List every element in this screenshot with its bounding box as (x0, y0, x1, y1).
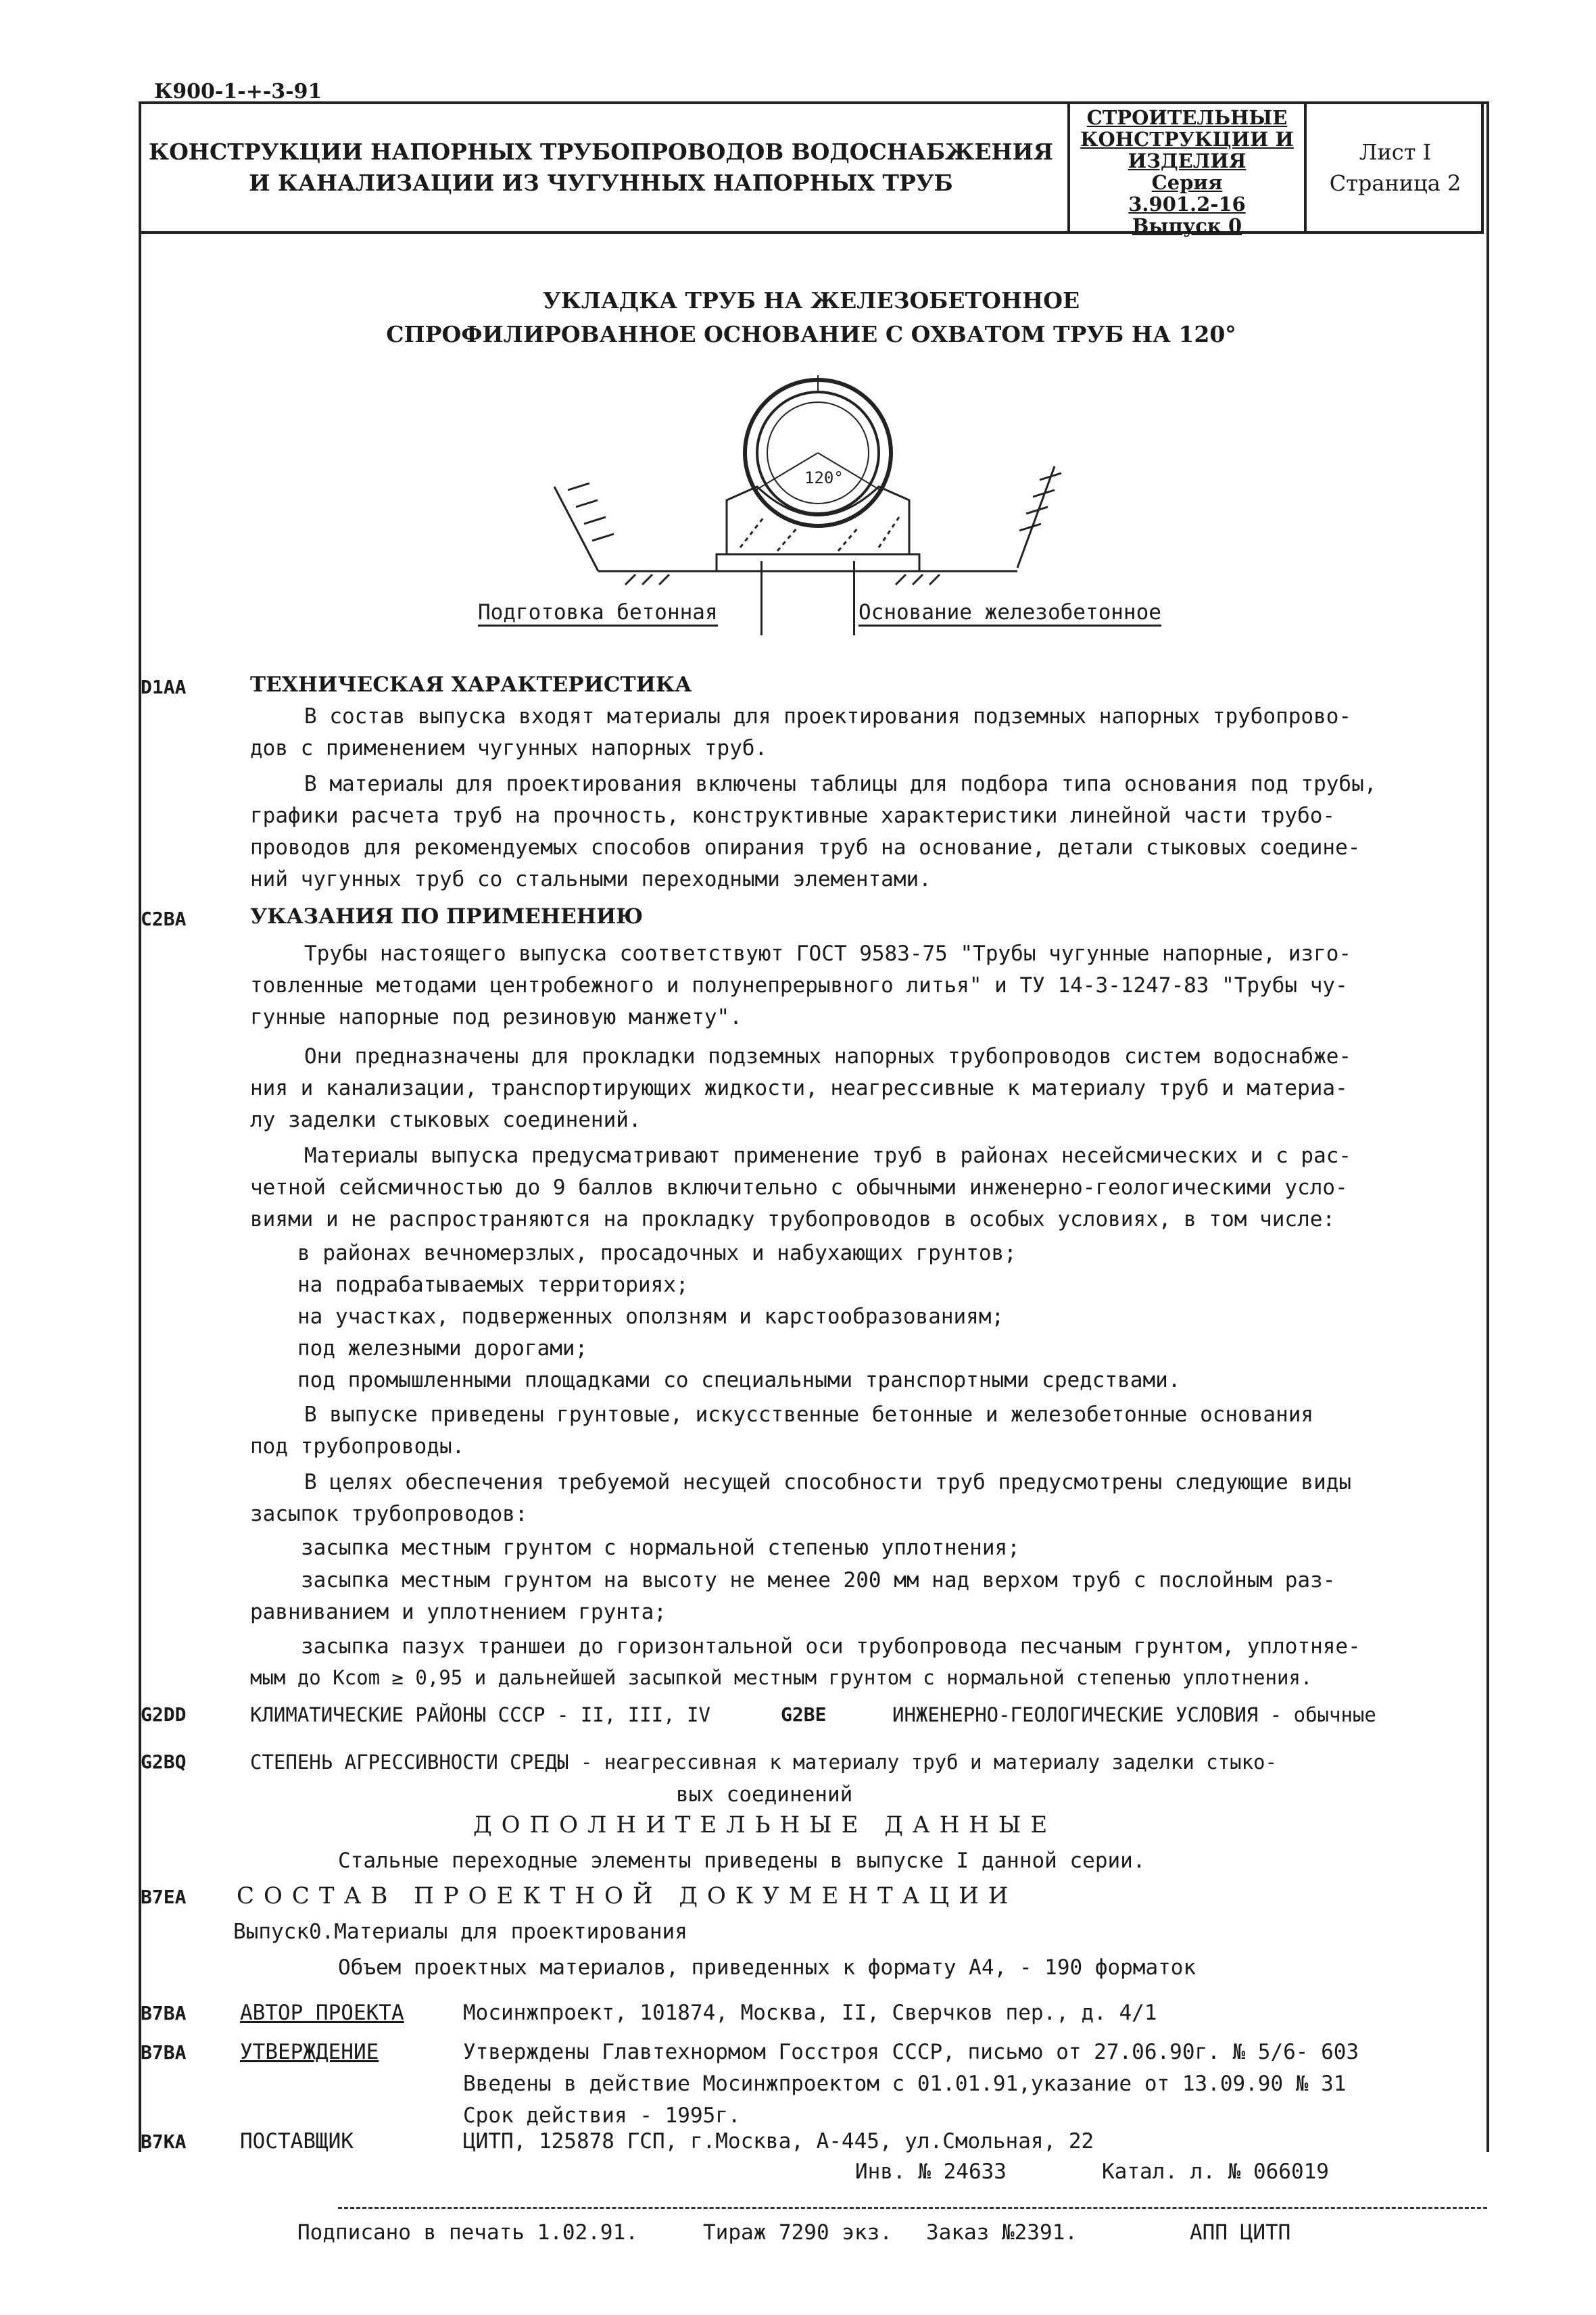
list-item: засыпка пазух траншеи до горизонтальной оси трубопровода песчаным грунтом, уплотняе- (301, 1634, 1361, 1659)
paragraph-line: ний чугунных труб со стальными переходными элементами. (250, 867, 932, 892)
heading-application: УКАЗАНИЯ ПО ПРИМЕНЕНИЮ (250, 904, 644, 929)
trench-wall-left (554, 487, 598, 571)
paragraph-line: Материалы выпуска предусматривают применение труб в районах несейсмических и с рас- (304, 1144, 1352, 1168)
print-run: Тираж 7290 экз. (703, 2220, 892, 2245)
trench-wall-right (1017, 466, 1055, 568)
concrete-preparation (717, 554, 919, 571)
paragraph-line: четной сейсмичностью до 9 баллов включительно с обычными инженерно-геологическими усло- (250, 1175, 1348, 1200)
paragraph-line: виями и не распространяются на прокладку трубопроводов в особых условиях, в том числе: (250, 1207, 1336, 1232)
paragraph-line: ния и канализации, транспортирующих жидкости, неагрессивные к материалу труб и материа- (250, 1076, 1348, 1100)
additional-data-text: Стальные переходные элементы приведены в выпуске I данной серии. (338, 1849, 1146, 1873)
list-item: мым до Kcom ≥ 0,95 и дальнейшей засыпкой местным грунтом с нормальной степенью уплотнения. (250, 1666, 1313, 1689)
signed-to-print: Подписано в печать 1.02.91. (297, 2220, 638, 2245)
catalog-number: Катал. л. № 066019 (1102, 2160, 1329, 2184)
paragraph-line: В выпуске приведены грунтовые, искусственные бетонные и железобетонные основания (304, 1403, 1314, 1427)
paragraph-line: товленные методами центробежного и полунепрерывного литья" и ТУ 14-3-1247-83 "Трубы чу- (250, 973, 1348, 998)
documentation-line: Выпуск0.Материалы для проектирования (233, 1920, 687, 1944)
approval-value: Утверждены Главтехнормом Госстроя СССР, письмо от 27.06.90г. № 5/6- 603 (463, 2040, 1359, 2064)
printing-organization: АПП ЦИТП (1190, 2220, 1291, 2245)
paragraph-line: В состав выпуска входят материалы для проектирования подземных напорных трубопрово- (304, 704, 1352, 729)
author-value: Мосинжпроект, 101874, Москва, II, Сверчков пер., д. 4/1 (463, 2001, 1157, 2025)
reinforced-base (727, 487, 909, 554)
list-item: засыпка местным грунтом на высоту не менее 200 мм над верхом труб с послойным раз- (301, 1568, 1336, 1592)
sheet-block: Лист I Страница 2 (1329, 139, 1461, 196)
angle-label: 120° (804, 468, 844, 487)
climate-regions: КЛИМАТИЧЕСКИЕ РАЙОНЫ СССР - II, III, IV (250, 1703, 710, 1726)
paragraph-line: Они предназначены для прокладки подземных напорных трубопроводов систем водоснабже- (304, 1044, 1352, 1069)
paragraph-line: Трубы настоящего выпуска соответствуют ГОСТ 9583-75 "Трубы чугунные напорные, изго- (304, 942, 1352, 966)
list-item: засыпка местным грунтом с нормальной степенью уплотнения; (301, 1536, 1020, 1560)
list-item: под промышленными площадками со специальными транспортными средствами. (297, 1368, 1181, 1392)
list-item: на подрабатываемых территориях; (297, 1273, 689, 1297)
title-block (139, 101, 1484, 237)
leader-line (853, 561, 855, 635)
additional-data-heading: ДОПОЛНИТЕЛЬНЫЕ ДАННЫЕ (473, 1811, 1057, 1838)
aggressiveness: вых соединений (676, 1782, 853, 1807)
geological-conditions: ИНЖЕНЕРНО-ГЕОЛОГИЧЕСКИЕ УСЛОВИЯ - обычные (892, 1703, 1376, 1726)
class-code: D1AA (141, 676, 187, 698)
series-block: СТРОИТЕЛЬНЫЕ КОНСТРУКЦИИ И ИЗДЕЛИЯ Серия 3.901.2-16 Выпуск 0 (1080, 106, 1294, 237)
list-item: под железными дорогами; (297, 1336, 588, 1361)
class-code: B7KA (141, 2130, 187, 2153)
order-number: Заказ №2391. (926, 2220, 1078, 2245)
section-title: СПРОФИЛИРОВАННОЕ ОСНОВАНИЕ С ОХВАТОМ ТРУБ НА 120° (386, 321, 1236, 347)
class-code: G2BE (781, 1703, 827, 1726)
leader-line (760, 561, 763, 635)
label-concrete-preparation: Подготовка бетонная (478, 600, 718, 627)
supplier-label: ПОСТАВЩИК (240, 2129, 354, 2153)
class-code: B7BA (141, 2002, 187, 2024)
class-code: G2BQ (141, 1751, 187, 1773)
paragraph-line: лу заделки стыковых соединений. (250, 1108, 642, 1132)
document-title: КОНСТРУКЦИИ НАПОРНЫХ ТРУБОПРОВОДОВ ВОДОСНАБЖЕНИЯ И КАНАЛИЗАЦИИ ИЗ ЧУГУННЫХ НАПОРНЫХ ТРУБ (149, 139, 1053, 196)
class-code: B7BA (141, 2041, 187, 2064)
aggressiveness: СТЕПЕНЬ АГРЕССИВНОСТИ СРЕДЫ - неагрессивная к материалу труб и материалу заделки стыко- (250, 1751, 1277, 1774)
documentation-line: Объем проектных материалов, приведенных к формату А4, - 190 форматок (338, 1955, 1196, 1980)
list-item: равниванием и уплотнением грунта; (250, 1600, 667, 1624)
heading-technical: ТЕХНИЧЕСКАЯ ХАРАКТЕРИСТИКА (250, 673, 692, 697)
document-code: К900-1-+-3-91 (154, 80, 322, 103)
approval-value: Срок действия - 1995г. (463, 2103, 741, 2128)
supplier-value: ЦИТП, 125878 ГСП, г.Москва, А-445, ул.Смольная, 22 (463, 2129, 1094, 2153)
paragraph-line: графики расчета труб на прочность, конструктивные характеристики линейной части трубо- (250, 804, 1336, 828)
paragraph-line: гунные напорные под резиновую манжету". (250, 1005, 742, 1029)
class-code: B7EA (141, 1886, 187, 1908)
paragraph-line: дов с применением чугунных напорных труб. (250, 736, 768, 760)
approval-value: Введены в действие Мосинжпроектом с 01.01.91,указание от 13.09.90 № 31 (463, 2072, 1347, 2096)
approval-label: УТВЕРЖДЕНИЕ (240, 2040, 379, 2064)
paragraph-line: засыпок трубопроводов: (250, 1502, 528, 1526)
section-title: УКЛАДКА ТРУБ НА ЖЕЛЕЗОБЕТОННОЕ (542, 287, 1080, 314)
paragraph-line: под трубопроводы. (250, 1434, 465, 1459)
list-item: на участках, подверженных оползням и карстообразованиям; (297, 1305, 1005, 1329)
paragraph-line: В материалы для проектирования включены таблицы для подбора типа основания под трубы, (304, 772, 1377, 796)
list-item: в районах вечномерзлых, просадочных и набухающих грунтов; (297, 1241, 1017, 1265)
label-reinforced-base: Основание железобетонное (859, 600, 1161, 627)
class-code: G2DD (141, 1703, 187, 1726)
inventory-number: Инв. № 24633 (855, 2160, 1007, 2184)
class-code: C2BA (141, 908, 187, 930)
footer-divider (338, 2207, 1487, 2211)
paragraph-line: В целях обеспечения требуемой несущей способности труб предусмотрены следующие виды (304, 1470, 1352, 1494)
paragraph-line: проводов для рекомендуемых способов опирания труб на основание, детали стыковых соедине- (250, 835, 1361, 860)
documentation-heading: СОСТАВ ПРОЕКТНОЙ ДОКУМЕНТАЦИИ (237, 1882, 1018, 1909)
author-label: АВТОР ПРОЕКТА (240, 2001, 404, 2025)
